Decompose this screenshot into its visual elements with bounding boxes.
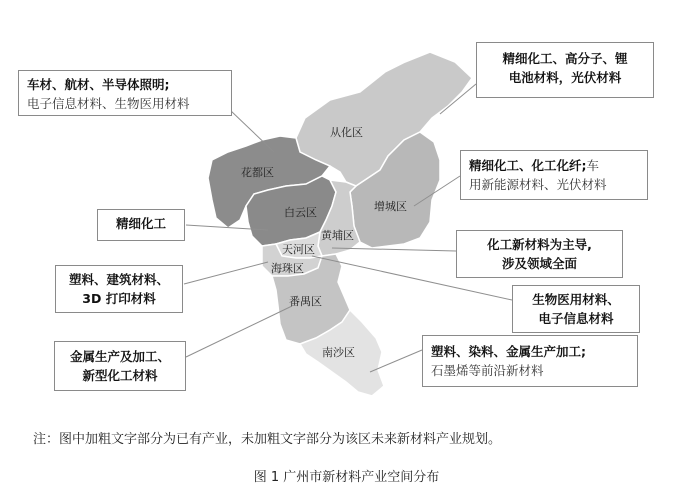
zengcheng-planned-1: 车 — [586, 158, 600, 173]
huangpu-existing-1: 化工新材料为主导, — [487, 237, 592, 252]
district-label-tianhe: 天河区 — [282, 243, 315, 256]
baiyun-existing: 精细化工 — [115, 216, 166, 231]
industry-box-haizhu — [55, 265, 183, 313]
panyu-existing-2: 新型化工材料 — [82, 368, 158, 383]
haizhu-existing-1: 塑料、建筑材料、 — [68, 272, 169, 287]
district-label-zengcheng: 增城区 — [374, 200, 407, 213]
industry-box-baiyun — [97, 209, 185, 241]
huadu-existing: 车材、航材、半导体照明; — [27, 77, 170, 92]
district-label-haizhu: 海珠区 — [271, 262, 304, 275]
district-label-huangpu: 黄埔区 — [321, 229, 354, 242]
nansha-planned: 石墨烯等前沿新材料 — [431, 363, 544, 378]
industry-box-conghua — [476, 42, 654, 98]
zengcheng-planned-2: 用新能源材料、光伏材料 — [469, 177, 607, 192]
industry-box-tianhe — [512, 285, 640, 333]
nansha-existing: 塑料、染料、金属生产加工; — [431, 344, 586, 359]
district-label-baiyun: 白云区 — [284, 206, 317, 219]
district-label-nansha: 南沙区 — [322, 346, 355, 359]
industry-box-huangpu — [456, 230, 623, 278]
district-label-conghua: 从化区 — [330, 126, 363, 139]
district-label-panyu: 番禺区 — [289, 295, 322, 308]
tianhe-existing-2: 电子信息材料 — [538, 311, 614, 326]
industry-box-panyu — [54, 341, 186, 391]
industry-box-huadu — [18, 70, 232, 116]
tianhe-existing-1: 生物医用材料、 — [532, 292, 620, 307]
conghua-existing-1: 精细化工、高分子、锂 — [502, 51, 628, 66]
panyu-existing-1: 金属生产及加工、 — [69, 349, 170, 364]
district-label-huadu: 花都区 — [241, 166, 274, 179]
zengcheng-existing: 精细化工、化工化纤; — [469, 158, 587, 173]
conghua-existing-2: 电池材料，光伏材料 — [508, 70, 622, 85]
huadu-planned: 电子信息材料、生物医用材料 — [27, 96, 190, 111]
figure-caption: 图 1 广州市新材料产业空间分布 — [253, 470, 440, 485]
haizhu-existing-2: 3D 打印材料 — [82, 291, 156, 306]
industry-box-nansha — [422, 335, 638, 387]
figure-note: 注：图中加粗文字部分为已有产业，未加粗文字部分为该区未来新材料产业规划。 — [33, 432, 502, 447]
industry-box-zengcheng — [460, 150, 648, 200]
huangpu-existing-2: 涉及领域全面 — [501, 256, 577, 271]
